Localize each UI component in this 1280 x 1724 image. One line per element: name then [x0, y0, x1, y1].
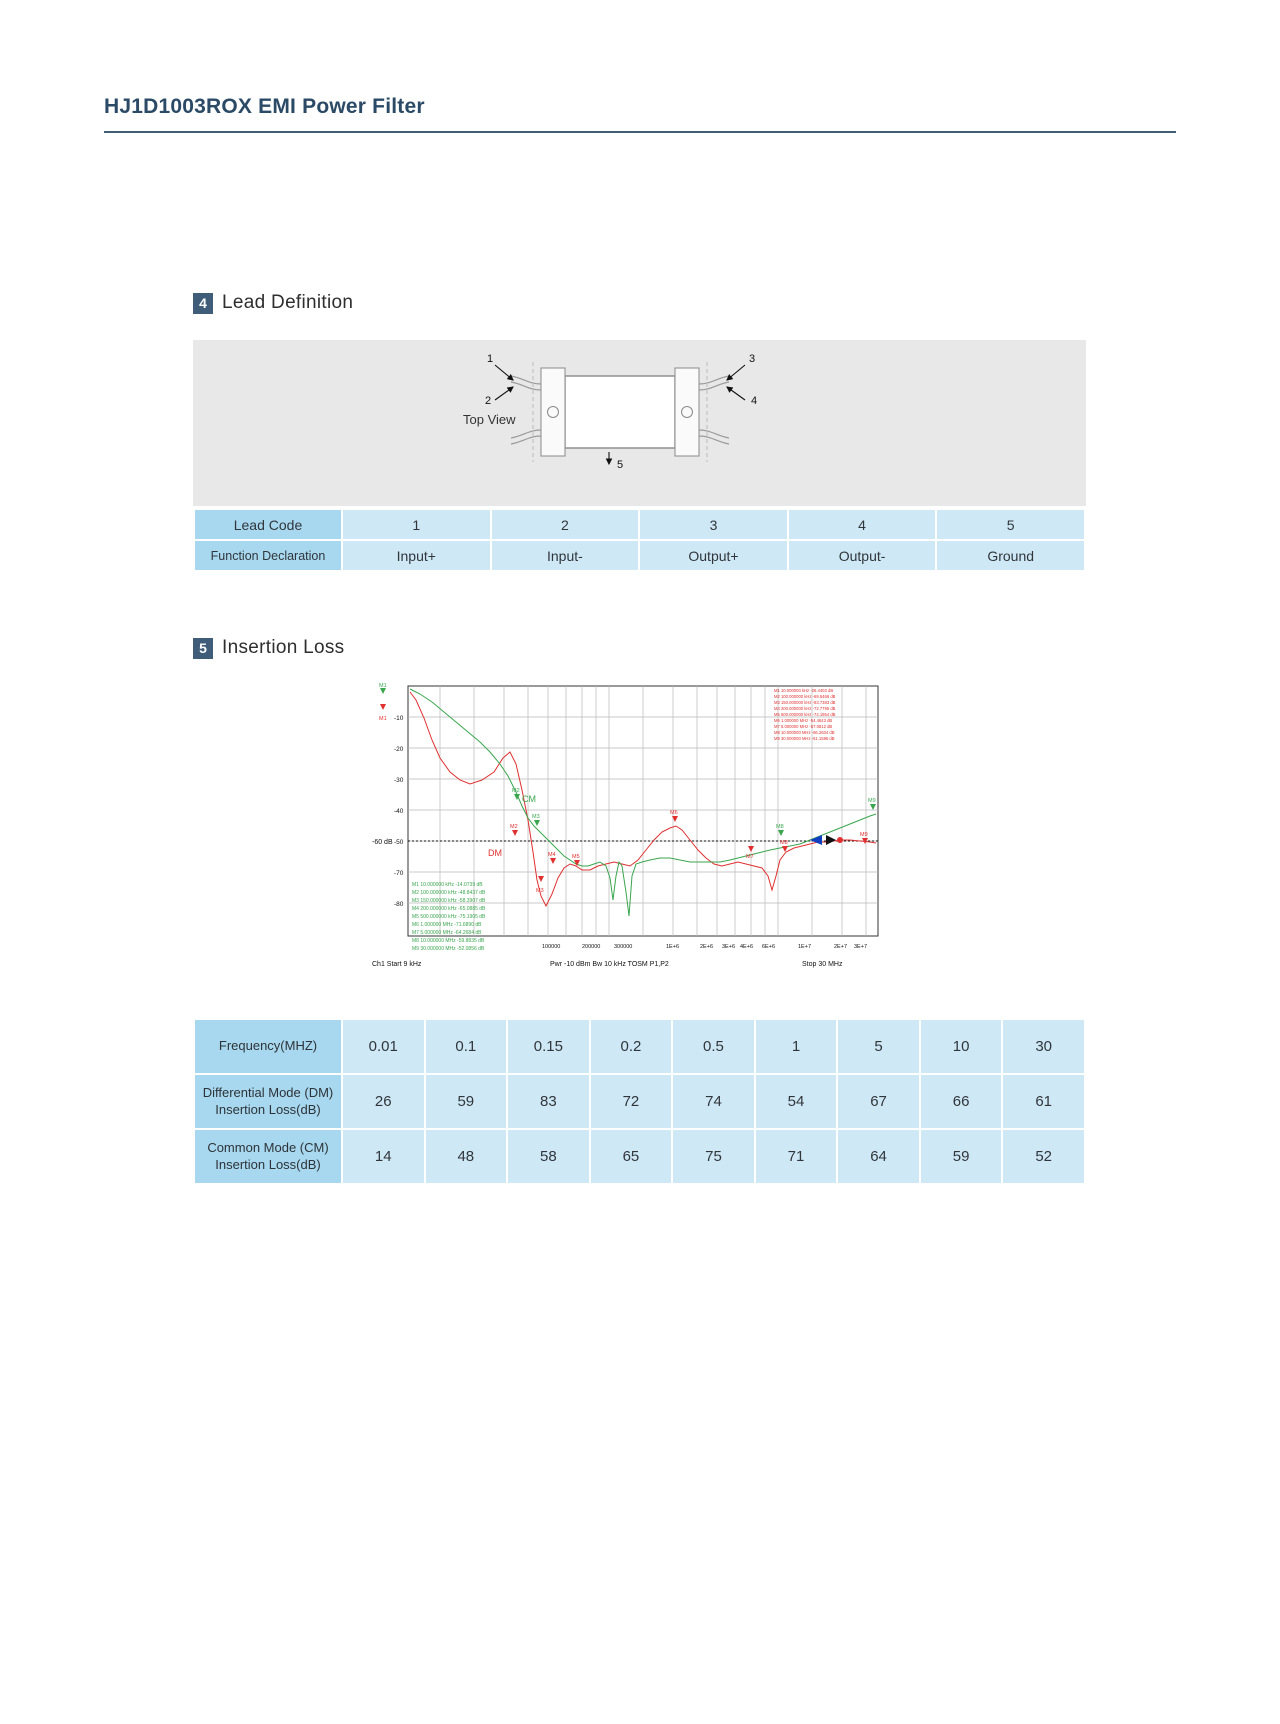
svg-text:M3: M3 — [532, 814, 540, 820]
svg-text:M3 150.000000 kHz -83.7383: M3 150.000000 kHz -83.7383 dB — [774, 700, 836, 705]
dm-cell: 72 — [591, 1075, 672, 1128]
svg-text:M2 100.000000 kHz -48.8437: M2 100.000000 kHz -48.8437 dB — [412, 890, 486, 896]
svg-text:M4 200.000000 kHz -65.0885: M4 200.000000 kHz -65.0885 dB — [412, 906, 486, 912]
svg-text:M2: M2 — [510, 824, 518, 830]
svg-text:M9: M9 — [868, 798, 876, 804]
svg-text:100000: 100000 — [542, 944, 561, 950]
svg-text:1E+6: 1E+6 — [666, 944, 679, 950]
dm-row-header-line1: Differential Mode (DM) — [202, 1085, 334, 1101]
svg-text:300000: 300000 — [614, 944, 633, 950]
lead-code-cell: 3 — [640, 510, 787, 539]
svg-text:M2 100.000000 kHz -69.5466: M2 100.000000 kHz -69.5466 dB — [774, 694, 836, 699]
function-cell: Input+ — [343, 541, 490, 570]
cm-cell: 59 — [921, 1130, 1002, 1183]
svg-text:1: 1 — [487, 353, 494, 365]
svg-text:M4 200.000000 kHz -72.7795: M4 200.000000 kHz -72.7795 dB — [774, 706, 836, 711]
top-view-label: Top View — [463, 412, 516, 427]
table-row — [195, 541, 1084, 570]
dm-row-header — [195, 1075, 341, 1128]
cm-cell: 14 — [343, 1130, 424, 1183]
svg-text:M8: M8 — [776, 824, 784, 830]
section-title: Lead Definition — [222, 292, 354, 313]
svg-text:-80: -80 — [394, 901, 404, 908]
section-number-badge: 5 — [193, 638, 213, 659]
svg-text:Pwr -10 dBm Bw 10 kHz: Pwr -10 dBm Bw 10 kHz TOSM P1,P2 — [550, 961, 669, 968]
svg-text:-30: -30 — [394, 777, 404, 784]
header-divider — [104, 131, 1176, 133]
svg-text:M1: M1 — [379, 683, 387, 689]
dm-cell: 83 — [508, 1075, 589, 1128]
section-number-badge: 4 — [193, 293, 213, 314]
lead-code-cell: 5 — [937, 510, 1084, 539]
svg-text:DM: DM — [488, 848, 502, 858]
svg-text:-70: -70 — [394, 870, 404, 877]
table-row — [195, 1020, 1084, 1073]
frequency-cell: 1 — [756, 1020, 837, 1073]
function-cell: Output+ — [640, 541, 787, 570]
svg-text:M6 1.000000 MHz -54.4643: M6 1.000000 MHz -54.4643 dB — [774, 718, 833, 723]
frequency-cell: 0.2 — [591, 1020, 672, 1073]
document-header — [104, 95, 1176, 133]
svg-text:4: 4 — [751, 395, 758, 407]
lead-code-cell: 2 — [492, 510, 639, 539]
frequency-cell: 0.01 — [343, 1020, 424, 1073]
cm-cell: 65 — [591, 1130, 672, 1183]
cm-cell: 48 — [426, 1130, 507, 1183]
table-row — [195, 1075, 1084, 1128]
insertion-loss-table — [193, 1018, 1086, 1185]
lead-definition-drawing — [193, 340, 1086, 506]
svg-text:M5 500.000000 kHz -75.1905: M5 500.000000 kHz -75.1905 dB — [412, 914, 486, 920]
svg-text:M4: M4 — [548, 852, 556, 858]
svg-text:M2: M2 — [512, 788, 520, 794]
svg-text:Stop 30 MHz: Stop 30 MHz — [802, 961, 843, 968]
page-title: HJ1D1003ROX EMI Power Filter — [104, 95, 425, 118]
svg-text:M8: M8 — [780, 840, 788, 846]
frequency-cell: 0.1 — [426, 1020, 507, 1073]
svg-text:3: 3 — [749, 353, 756, 365]
svg-text:CM: CM — [522, 794, 536, 804]
dm-cell: 26 — [343, 1075, 424, 1128]
cm-cell: 75 — [673, 1130, 754, 1183]
lead-code-header: Lead Code — [195, 510, 341, 539]
frequency-row-header: Frequency(MHZ) — [195, 1020, 341, 1073]
dm-row-header-line2: Insertion Loss(dB) — [215, 1101, 321, 1117]
svg-text:M5 500.000000 kHz -74.1954: M5 500.000000 kHz -74.1954 dB — [774, 712, 836, 717]
insertion-loss-chart — [370, 680, 910, 985]
svg-text:M8 10.000000 MHz -66.2604: M8 10.000000 MHz -66.2604 dB — [774, 730, 835, 735]
svg-text:4E+6: 4E+6 — [740, 944, 753, 950]
cm-cell: 64 — [838, 1130, 919, 1183]
lead-code-cell: 1 — [343, 510, 490, 539]
function-cell: Output- — [789, 541, 936, 570]
svg-text:M3 150.000000 kHz -58.3907: M3 150.000000 kHz -58.3907 dB — [412, 898, 486, 904]
svg-text:2E+7: 2E+7 — [834, 944, 847, 950]
svg-text:M8 10.000000 MHz -59.8835: M8 10.000000 MHz -59.8835 dB — [412, 938, 485, 944]
svg-text:M9 30.000000 MHz -52.0856: M9 30.000000 MHz -52.0856 dB — [412, 946, 485, 952]
cm-row-header-line1: Common Mode (CM) — [207, 1140, 329, 1156]
cm-cell: 71 — [756, 1130, 837, 1183]
function-declaration-header: Function Declaration — [195, 541, 341, 570]
dm-cell: 66 — [921, 1075, 1002, 1128]
svg-text:M5: M5 — [572, 854, 580, 860]
dm-cell: 67 — [838, 1075, 919, 1128]
function-cell: Input- — [492, 541, 639, 570]
section-title: Insertion Loss — [222, 637, 345, 658]
svg-text:3E+7: 3E+7 — [854, 944, 867, 950]
svg-text:-40: -40 — [394, 808, 404, 815]
component-topview-diagram — [193, 340, 1086, 506]
svg-text:M7 5.000000 MHz -67.0812: M7 5.000000 MHz -67.0812 dB — [774, 724, 833, 729]
svg-text:2E+6: 2E+6 — [700, 944, 713, 950]
section-heading-insertion-loss — [193, 637, 345, 659]
svg-text:3E+6: 3E+6 — [722, 944, 735, 950]
frequency-cell: 5 — [838, 1020, 919, 1073]
svg-text:-50: -50 — [394, 839, 404, 846]
frequency-cell: 0.5 — [673, 1020, 754, 1073]
table-row — [195, 1130, 1084, 1183]
frequency-cell: 10 — [921, 1020, 1002, 1073]
cm-cell: 52 — [1003, 1130, 1084, 1183]
svg-text:-10: -10 — [394, 715, 404, 722]
svg-text:-60 dB: -60 dB — [372, 839, 393, 846]
network-analyzer-plot — [370, 680, 910, 985]
cm-row-header-line2: Insertion Loss(dB) — [215, 1156, 321, 1172]
svg-text:M3: M3 — [536, 888, 544, 894]
dm-cell: 59 — [426, 1075, 507, 1128]
svg-text:6E+6: 6E+6 — [762, 944, 775, 950]
cm-cell: 58 — [508, 1130, 589, 1183]
svg-text:M6 1.000000 MHz -71.6890: M6 1.000000 MHz -71.6890 dB — [412, 922, 482, 928]
svg-text:5: 5 — [617, 459, 624, 471]
svg-text:M6: M6 — [670, 810, 678, 816]
dm-cell: 74 — [673, 1075, 754, 1128]
lead-code-cell: 4 — [789, 510, 936, 539]
svg-text:2: 2 — [485, 395, 492, 407]
svg-text:M9: M9 — [860, 832, 868, 838]
svg-text:M7: M7 — [746, 854, 754, 860]
svg-text:200000: 200000 — [582, 944, 601, 950]
lead-definition-table — [193, 508, 1086, 572]
function-cell: Ground — [937, 541, 1084, 570]
svg-text:M7 5.000000 MHz -64.2684: M7 5.000000 MHz -64.2684 dB — [412, 930, 482, 936]
svg-text:M1 10.000000 kHz -14.0739: M1 10.000000 kHz -14.0739 dB — [412, 882, 483, 888]
table-row — [195, 510, 1084, 539]
section-heading-lead-definition — [193, 292, 353, 314]
svg-text:M1 10.000000 kHz -26.4403: M1 10.000000 kHz -26.4403 dB — [774, 688, 834, 693]
svg-text:M9 30.000000 MHz -61.1586: M9 30.000000 MHz -61.1586 dB — [774, 736, 835, 741]
frequency-cell: 0.15 — [508, 1020, 589, 1073]
cm-row-header — [195, 1130, 341, 1183]
svg-text:M1: M1 — [379, 716, 387, 722]
svg-text:1E+7: 1E+7 — [798, 944, 811, 950]
dm-cell: 54 — [756, 1075, 837, 1128]
svg-text:-20: -20 — [394, 746, 404, 753]
frequency-cell: 30 — [1003, 1020, 1084, 1073]
svg-text:Ch1 Start 9 kHz: Ch1 Start 9 kHz — [372, 961, 422, 968]
dm-cell: 61 — [1003, 1075, 1084, 1128]
